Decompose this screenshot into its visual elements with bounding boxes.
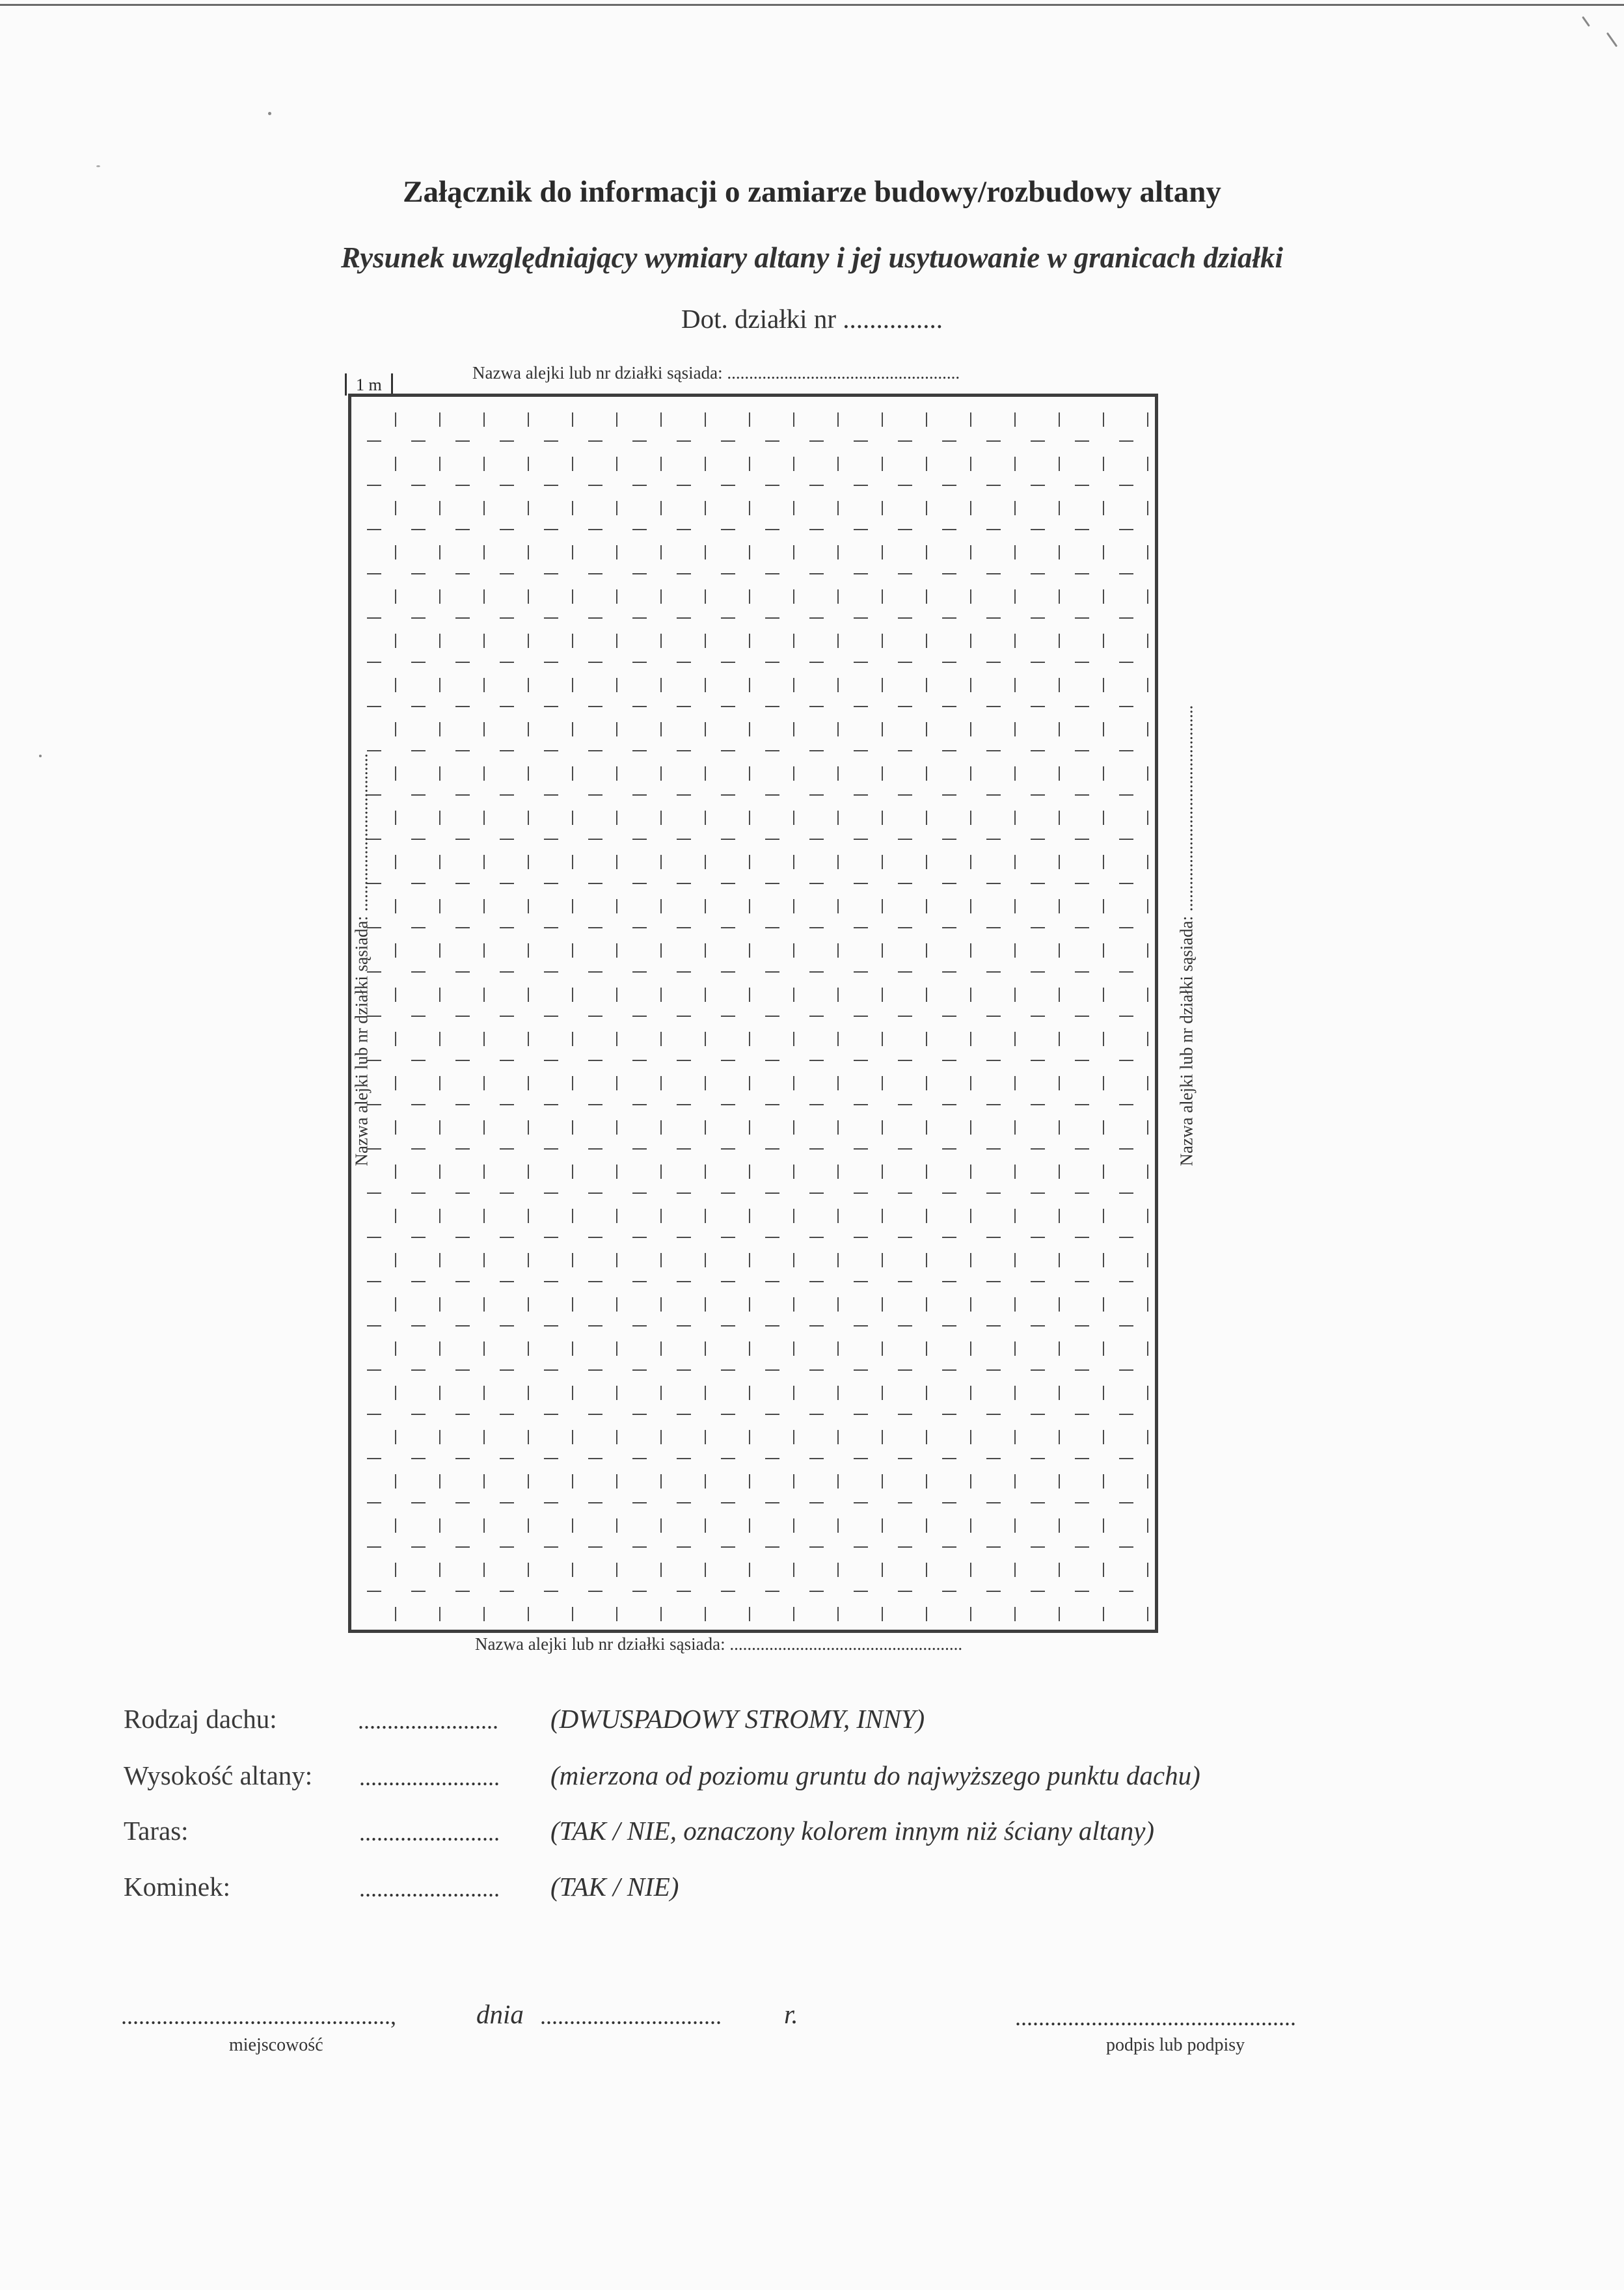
signature-caption: podpis lub podpisy (1106, 2035, 1245, 2055)
roof-type-input[interactable]: ........................ (358, 1708, 498, 1734)
height-hint: (mierzona od poziomu gruntu do najwyższego punktu dachu) (550, 1760, 1200, 1790)
fireplace-label: Kominek: (124, 1872, 230, 1902)
date-prefix: dnia (476, 1999, 524, 2029)
document-subtitle: Rysunek uwzględniający wymiary altany i jej usytuowanie w granicach działki (340, 241, 1284, 274)
scan-speck (1582, 16, 1590, 27)
height-label: Wysokość altany: (124, 1760, 313, 1790)
place-caption: miejscowość (229, 2035, 323, 2055)
scan-speck (1606, 32, 1617, 47)
fireplace-hint: (TAK / NIE) (550, 1872, 679, 1902)
scale-label: 1 m (345, 373, 393, 396)
roof-type-label: Rodzaj dachu: (124, 1704, 277, 1734)
edge-label-left[interactable]: Nazwa alejki lub nr działki sąsiada: .................................... (351, 753, 372, 1166)
scan-speck (96, 165, 100, 167)
top-border-line (0, 4, 1624, 6)
fireplace-input[interactable]: ........................ (359, 1876, 500, 1902)
edge-label-bottom[interactable]: Nazwa alejki lub nr działki sąsiada: ..................................................... (475, 1634, 963, 1654)
date-suffix: r. (784, 1999, 798, 2029)
edge-label-right[interactable]: Nazwa alejki lub nr działki sąsiada: ............................................... (1176, 705, 1197, 1166)
height-input[interactable]: ........................ (359, 1764, 500, 1790)
signature-input[interactable]: ................................................ (1015, 2004, 1296, 2030)
scan-speck (39, 755, 42, 757)
terrace-label: Taras: (124, 1816, 189, 1846)
document-title: Załącznik do informacji o zamiarze budowy/rozbudowy altany (403, 175, 1221, 209)
edge-label-top[interactable]: Nazwa alejki lub nr działki sąsiada: ..................................................... (472, 363, 960, 383)
date-input[interactable]: ............................... (540, 2003, 722, 2029)
plot-number-field[interactable]: Dot. działki nr ............... (681, 304, 943, 334)
terrace-input[interactable]: ........................ (359, 1820, 500, 1846)
terrace-hint: (TAK / NIE, oznaczony kolorem innym niż ściany altany) (550, 1816, 1155, 1846)
grid-paper[interactable] (351, 397, 1155, 1630)
place-input[interactable]: .............................................., (121, 2003, 396, 2029)
scan-speck (268, 112, 271, 115)
drawing-grid[interactable] (348, 394, 1158, 1633)
roof-type-hint: (DWUSPADOWY STROMY, INNY) (550, 1704, 925, 1734)
